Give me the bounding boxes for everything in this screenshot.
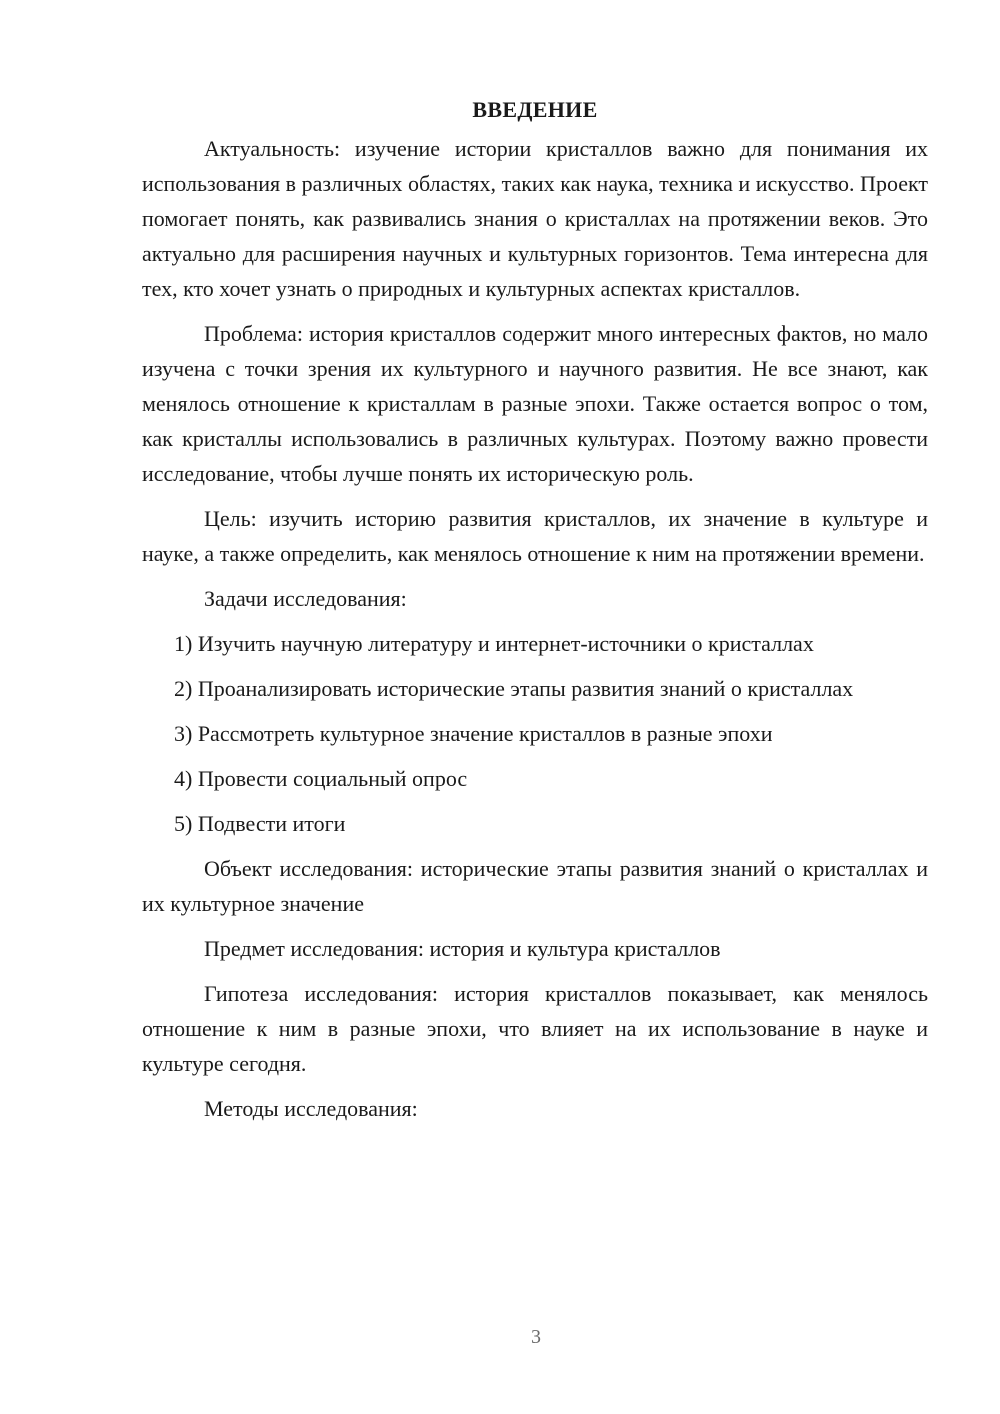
- methods-paragraph: Методы исследования:: [204, 1096, 418, 1121]
- problem-paragraph: Проблема: история кристаллов содержит много интересных фактов, но мало изучена с точки зрения их культурного и научного развития. Не все знают, как менялось отношение к кристаллам в разные эпохи. Также остается вопрос о том, как кристаллы использовались в различных культурах. Поэтому важно провести исследование, чтобы лучше понять их историческую роль.: [142, 321, 928, 486]
- task-item-1: 1) Изучить научную литературу и интернет-источники о кристаллах: [174, 631, 814, 656]
- document-page: [142, 92, 928, 1136]
- relevance-paragraph: Актуальность: изучение истории кристаллов важно для понимания их использования в различных областях, таких как наука, техника и искусство. Проект помогает понять, как развивались знания о кристаллах на протяжении веков. Это актуально для расширения научных и культурных горизонтов. Тема интересна для тех, кто хочет узнать о природных и культурных аспектах кристаллов.: [142, 136, 928, 301]
- task-item-2: 2) Проанализировать исторические этапы развития знаний о кристаллах: [174, 676, 854, 701]
- task-item-3: 3) Рассмотреть культурное значение кристаллов в разные эпохи: [174, 721, 773, 746]
- object-paragraph: Объект исследования: исторические этапы развития знаний о кристаллах и их культурное значение: [142, 856, 928, 916]
- hypothesis-paragraph: Гипотеза исследования: история кристаллов показывает, как менялось отношение к ним в разные эпохи, что влияет на их использование в науке и культуре сегодня.: [142, 981, 928, 1076]
- tasks-title: Задачи исследования:: [204, 586, 407, 611]
- section-heading: ВВЕДЕНИЕ: [472, 97, 598, 122]
- page-number: 3: [531, 1326, 541, 1348]
- goal-paragraph: Цель: изучить историю развития кристаллов, их значение в культуре и науке, а также определить, как менялось отношение к ним на протяжении времени.: [142, 506, 928, 566]
- subject-paragraph: Предмет исследования: история и культура кристаллов: [204, 936, 721, 961]
- task-item-5: 5) Подвести итоги: [174, 811, 346, 836]
- task-item-4: 4) Провести социальный опрос: [174, 766, 468, 791]
